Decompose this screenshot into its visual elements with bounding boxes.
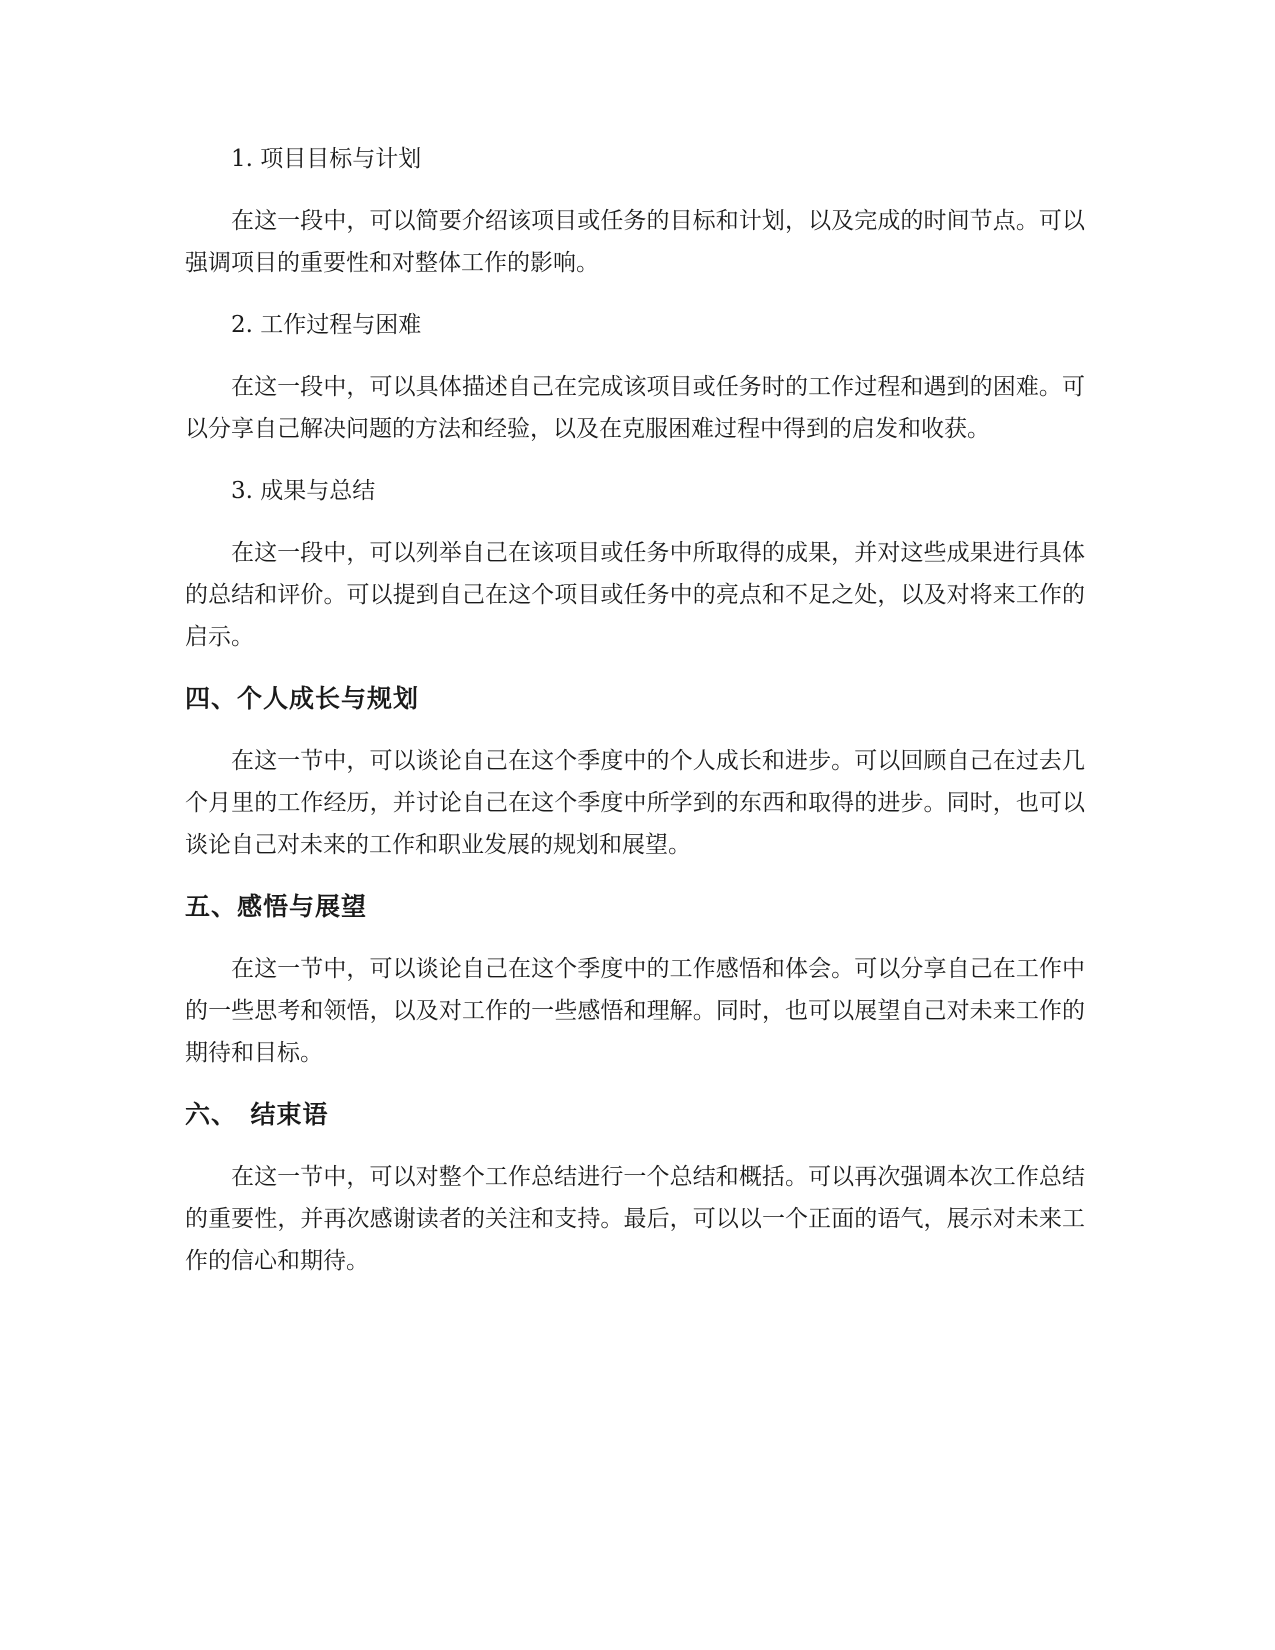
paragraph-results: 在这一段中，可以列举自己在该项目或任务中所取得的成果，并对这些成果进行具体的总结和评价。可以提到自己在这个项目或任务中的亮点和不足之处，以及对将来工作的启示。 xyxy=(185,540,1085,650)
paragraph-conclusion: 在这一节中，可以对整个工作总结进行一个总结和概括。可以再次强调本次工作总结的重要性，并再次感谢读者的关注和支持。最后，可以以一个正面的语气，展示对未来工作的信心和期待。 xyxy=(185,1164,1085,1274)
subsection-title-results: 3. 成果与总结 xyxy=(231,478,376,504)
section-heading-insights: 五、感悟与展望 xyxy=(185,892,368,921)
paragraph-goals: 在这一段中，可以简要介绍该项目或任务的目标和计划，以及完成的时间节点。可以强调项目的重要性和对整体工作的影响。 xyxy=(185,208,1085,276)
subsection-title-process: 2. 工作过程与困难 xyxy=(231,312,422,338)
subsection-title-goals: 1. 项目目标与计划 xyxy=(231,146,422,172)
section-heading-conclusion: 六、 结束语 xyxy=(185,1100,329,1129)
paragraph-insights: 在这一节中，可以谈论自己在这个季度中的工作感悟和体会。可以分享自己在工作中的一些思考和领悟，以及对工作的一些感悟和理解。同时，也可以展望自己对未来工作的期待和目标。 xyxy=(185,956,1085,1066)
section-heading-growth: 四、个人成长与规划 xyxy=(185,684,420,713)
paragraph-growth: 在这一节中，可以谈论自己在这个季度中的个人成长和进步。可以回顾自己在过去几个月里的工作经历，并讨论自己在这个季度中所学到的东西和取得的进步。同时，也可以谈论自己对未来的工作和职业发展的规划和展望。 xyxy=(185,748,1085,858)
document-page xyxy=(185,138,1085,1302)
paragraph-process: 在这一段中，可以具体描述自己在完成该项目或任务时的工作过程和遇到的困难。可以分享自己解决问题的方法和经验，以及在克服困难过程中得到的启发和收获。 xyxy=(185,374,1085,442)
